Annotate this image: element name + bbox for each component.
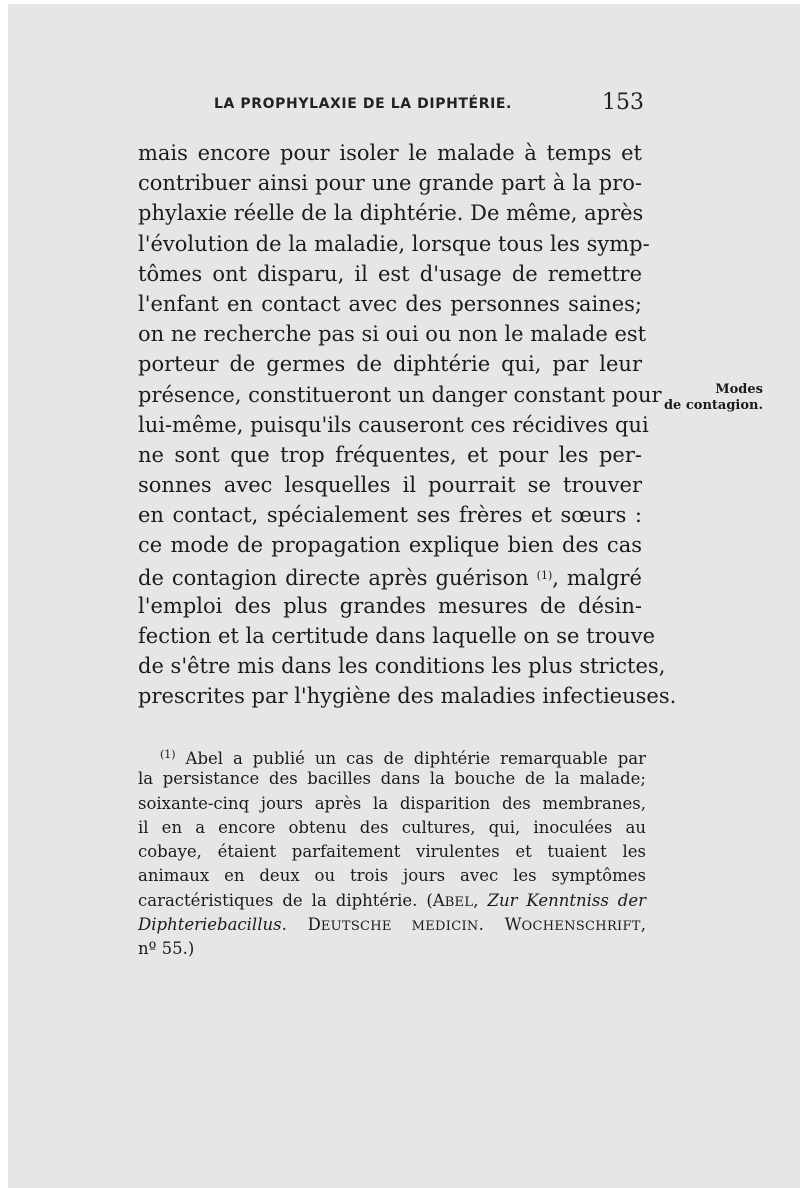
body-line: on ne recherche pas si oui ou non le malade est — [138, 322, 647, 347]
journal-initial: W — [504, 915, 522, 935]
footnote-text: . — [281, 915, 308, 935]
body-line: contribuer ainsi pour une grande part à la pro- — [138, 171, 642, 196]
margin-note — [651, 382, 763, 414]
footnote-line-text: Abel a publié un cas de diphtérie remarquable par — [175, 749, 646, 768]
body-line: ce mode de propagation explique bien des cas — [138, 533, 642, 558]
journal-rest: OCHENSCHRIFT — [521, 919, 641, 935]
author-name — [433, 891, 474, 910]
margin-note-line: Modes — [715, 382, 763, 397]
body-line: tômes ont disparu, il est d'usage de remettre — [138, 261, 642, 286]
body-line: fection et la certitude dans laquelle on se trouve — [138, 624, 656, 648]
footnote-line — [138, 913, 646, 937]
body-line: porteur de germes de diphtérie qui, par leur — [138, 352, 642, 377]
body-line: présence, constitueront un danger constant pour — [138, 382, 662, 407]
work-title: Diphteriebacillus — [138, 915, 282, 935]
body-line: l'enfant en contact avec des personnes saines; — [138, 291, 642, 316]
footnote-line: soixante-cinq jours après la disparition des membranes, — [138, 793, 646, 813]
body-line: ne sont que trop fréquentes, et pour les per- — [138, 442, 642, 467]
work-title: Zur Kenntniss der — [487, 890, 646, 910]
page-number: 153 — [602, 90, 644, 115]
footnote-line: animaux en deux ou trois jours avec les symptômes — [138, 866, 646, 886]
body-line-text: de contagion directe après guérison — [138, 565, 537, 590]
journal-initial: D — [307, 915, 321, 935]
body-line: l'évolution de la maladie, lorsque tous les symp- — [138, 231, 650, 256]
footnote-marker: (1) — [160, 748, 176, 761]
footnote-line: cobaye, étaient parfaitement virulentes et tuaient les — [138, 842, 646, 862]
journal-rest: EUTSCHE MEDICIN — [320, 919, 479, 935]
footnote-line: la persistance des bacilles dans la bouche de la malade; — [138, 769, 646, 789]
margin-note-line: de contagion. — [663, 398, 763, 413]
author-name-rest: BEL — [444, 894, 474, 910]
body-line: lui-même, puisqu'ils causeront ces récidives qui — [138, 412, 649, 437]
footnote-text: . — [478, 915, 505, 935]
journal-name — [308, 915, 641, 934]
body-line: l'emploi des plus grandes mesures de désin- — [138, 593, 642, 618]
author-name-initial: A — [432, 890, 445, 910]
footnote-line — [138, 889, 646, 913]
body-line: mais encore pour isoler le malade à temps et — [138, 141, 642, 165]
running-title: LA PROPHYLAXIE DE LA DIPHTÉRIE. — [214, 96, 512, 112]
body-line-text: , malgré — [552, 565, 642, 590]
footnote-line: il en a encore obtenu des cultures, qui, inoculées au — [138, 817, 646, 837]
body-line: sonnes avec lesquelles il pourrait se trouver — [138, 473, 642, 498]
body-line: de s'être mis dans les conditions les plus strictes, — [138, 654, 666, 679]
footnote-reference: (1) — [536, 568, 553, 582]
footnote — [138, 743, 646, 962]
footnote-text: , — [640, 915, 647, 935]
body-paragraph — [138, 138, 677, 712]
body-line: prescrites par l'hygiène des maladies infectieuses. — [138, 684, 677, 709]
body-line: phylaxie réelle de la diphtérie. De même, après — [138, 201, 644, 226]
running-head — [214, 90, 644, 117]
footnote-text: caractéristiques de la diphtérie. ( — [138, 890, 433, 910]
footnote-line — [138, 743, 646, 767]
body-line: en contact, spécialement ses frères et sœurs : — [138, 503, 642, 528]
footnote-text: , — [473, 890, 488, 910]
footnote-line: nº 55.) — [138, 939, 195, 959]
body-line-with-footnote-ref — [138, 561, 642, 591]
